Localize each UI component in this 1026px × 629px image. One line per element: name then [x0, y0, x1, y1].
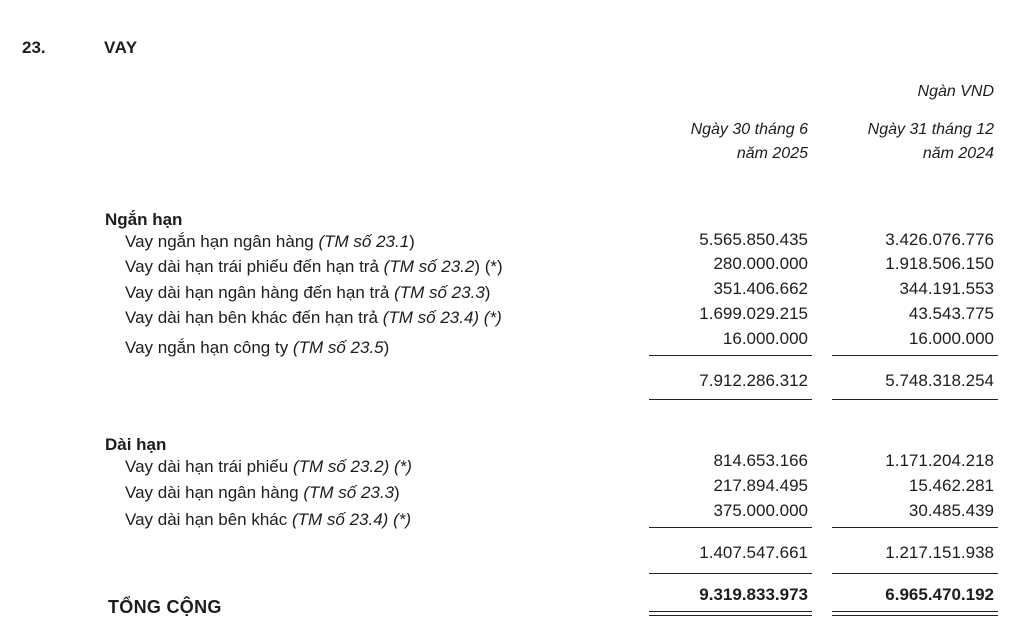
long-term-row-label: Vay dài hạn ngân hàng (TM số 23.3): [125, 483, 400, 502]
short-term-row-value-2024: 344.191.553: [899, 279, 994, 298]
column-header-2024: [868, 118, 994, 166]
short-term-row-label: Vay dài hạn bên khác đến hạn trả (TM số 23.4) (*): [125, 308, 502, 327]
short-term-row-value-2025: 1.699.029.215: [699, 304, 808, 323]
currency-unit: Ngàn VND: [917, 83, 994, 100]
column-header-2025-line2: năm 2025: [736, 145, 808, 162]
subtotal-rule: [649, 573, 812, 574]
long-term-row-label: Vay dài hạn trái phiếu (TM số 23.2) (*): [125, 457, 412, 476]
short-term-row-value-2025: 16.000.000: [722, 329, 808, 348]
subtotal-rule: [649, 355, 812, 356]
long-term-row-value-2024: 1.171.204.218: [885, 451, 994, 470]
short-term-heading: Ngắn hạn: [105, 210, 183, 229]
grand-total-double-rule: [832, 611, 998, 616]
subtotal-rule: [832, 573, 998, 574]
long-term-row-value-2025: 375.000.000: [713, 501, 808, 520]
long-term-heading: Dài hạn: [105, 435, 167, 454]
section-title: VAY: [104, 38, 138, 57]
short-term-row-label: Vay dài hạn ngân hàng đến hạn trả (TM số 23.3): [125, 283, 491, 302]
long-term-row-value-2025: 217.894.495: [713, 476, 808, 495]
short-term-row-value-2024: 1.918.506.150: [885, 254, 994, 273]
long-term-row-label: Vay dài hạn bên khác (TM số 23.4) (*): [125, 510, 412, 529]
subtotal-rule: [649, 399, 812, 400]
column-header-2025: [691, 118, 808, 166]
subtotal-rule: [832, 527, 998, 528]
short-term-subtotal-2025: 7.912.286.312: [699, 371, 808, 390]
short-term-row-label: Vay ngắn hạn công ty (TM số 23.5): [125, 338, 390, 357]
column-header-2025-line1: Ngày 30 tháng 6: [690, 121, 808, 138]
section-number: 23.: [22, 38, 46, 57]
grand-total-2025: 9.319.833.973: [699, 585, 808, 604]
long-term-row-value-2024: 30.485.439: [908, 501, 994, 520]
short-term-row-value-2025: 5.565.850.435: [699, 230, 808, 249]
column-header-2024-line2: năm 2024: [922, 145, 994, 162]
short-term-row-value-2024: 43.543.775: [908, 304, 994, 323]
subtotal-rule: [832, 399, 998, 400]
short-term-row-label: Vay ngắn hạn ngân hàng (TM số 23.1): [125, 232, 415, 251]
subtotal-rule: [832, 355, 998, 356]
short-term-row-value-2024: 3.426.076.776: [885, 230, 994, 249]
grand-total-label: TỔNG CỘNG: [108, 597, 222, 617]
long-term-row-value-2025: 814.653.166: [713, 451, 808, 470]
column-header-2024-line1: Ngày 31 tháng 12: [867, 121, 994, 138]
long-term-subtotal-2024: 1.217.151.938: [885, 543, 994, 562]
short-term-row-value-2024: 16.000.000: [908, 329, 994, 348]
long-term-subtotal-2025: 1.407.547.661: [699, 543, 808, 562]
short-term-subtotal-2024: 5.748.318.254: [885, 371, 994, 390]
short-term-row-value-2025: 351.406.662: [713, 279, 808, 298]
long-term-row-value-2024: 15.462.281: [908, 476, 994, 495]
subtotal-rule: [649, 527, 812, 528]
grand-total-2024: 6.965.470.192: [885, 585, 994, 604]
short-term-row-label: Vay dài hạn trái phiếu đến hạn trả (TM số 23.2) (*): [125, 257, 503, 276]
grand-total-double-rule: [649, 611, 812, 616]
short-term-row-value-2025: 280.000.000: [713, 254, 808, 273]
